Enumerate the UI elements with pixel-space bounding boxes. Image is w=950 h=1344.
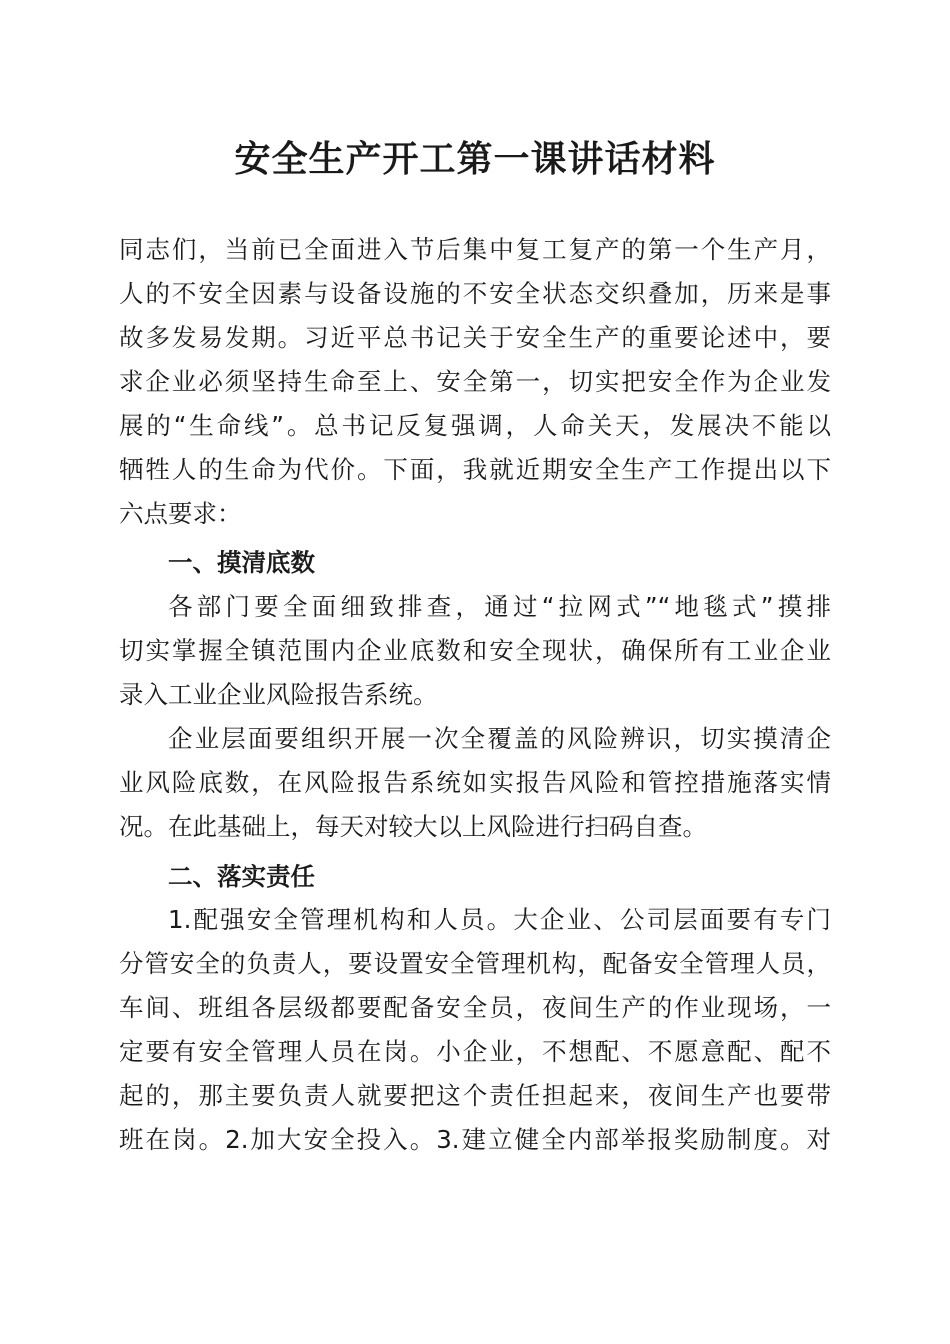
text-line: 求企业必须坚持生命至上、安全第一，切实把安全作为企业发 bbox=[119, 367, 831, 396]
text-line: 故多发易发期。习近平总书记关于安全生产的重要论述中，要 bbox=[119, 323, 831, 352]
section-heading-1: 一、摸清底数 bbox=[168, 548, 315, 577]
text-line: 车间、班组各层级都要配备安全员，夜间生产的作业现场，一 bbox=[119, 993, 831, 1022]
text-line: 同志们，当前已全面进入节后集中复工复产的第一个生产月， bbox=[119, 235, 831, 264]
text-line: 1.配强安全管理机构和人员。大企业、公司层面要有专门 bbox=[168, 905, 831, 934]
text-line: 企业层面要组织开展一次全覆盖的风险辨识，切实摸清企 bbox=[168, 724, 831, 753]
text-line: 定要有安全管理人员在岗。小企业，不想配、不愿意配、配不 bbox=[119, 1037, 831, 1066]
section-heading-2: 二、落实责任 bbox=[168, 862, 315, 891]
text-line: 录入工业企业风险报告系统。 bbox=[119, 680, 438, 709]
document-title: 安全生产开工第一课讲话材料 bbox=[234, 138, 716, 180]
text-line: 起的，那主要负责人就要把这个责任担起来，夜间生产也要带 bbox=[119, 1081, 831, 1110]
text-line: 各部门要全面细致排查，通过“拉网式”“地毯式”摸排 bbox=[168, 592, 831, 621]
text-line: 切实掌握全镇范围内企业底数和安全现状，确保所有工业企业 bbox=[119, 636, 831, 665]
text-line: 六点要求： bbox=[119, 499, 242, 528]
text-line: 业风险底数，在风险报告系统如实报告风险和管控措施落实情 bbox=[119, 768, 831, 797]
text-line: 展的“生命线”。总书记反复强调，人命关天，发展决不能以 bbox=[119, 411, 831, 440]
text-line: 班在岗。2.加大安全投入。3.建立健全内部举报奖励制度。对 bbox=[119, 1125, 831, 1154]
text-line: 分管安全的负责人，要设置安全管理机构，配备安全管理人员， bbox=[119, 949, 831, 978]
text-line: 牺牲人的生命为代价。下面，我就近期安全生产工作提出以下 bbox=[119, 455, 831, 484]
text-line: 况。在此基础上，每天对较大以上风险进行扫码自查。 bbox=[119, 812, 707, 841]
text-line: 人的不安全因素与设备设施的不安全状态交织叠加，历来是事 bbox=[119, 279, 831, 308]
